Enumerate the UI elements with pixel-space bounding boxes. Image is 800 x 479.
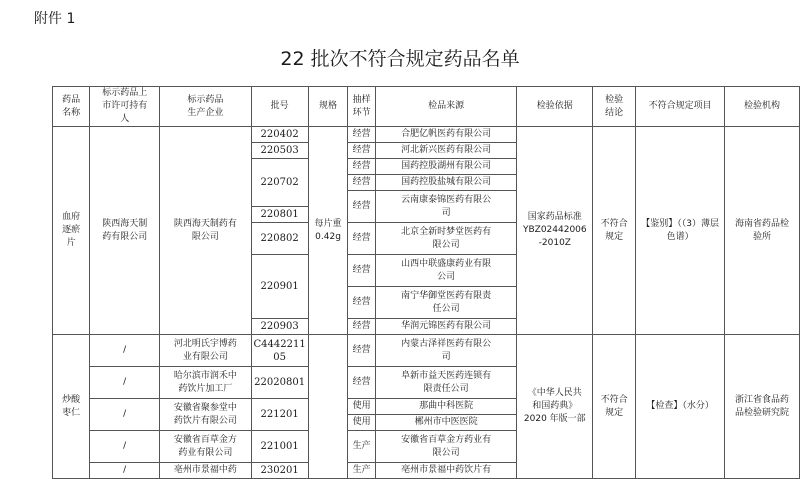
stage-cell: 经营 bbox=[348, 127, 376, 143]
maker-cell: 河北明氏宇博药 业有限公司 bbox=[160, 335, 251, 367]
batch-cell: 221001 bbox=[251, 431, 308, 463]
header-cell: 不符合规定项目 bbox=[636, 87, 725, 127]
source-cell: 华润元锦医药有限公司 bbox=[375, 319, 517, 335]
header-cell: 药品 名称 bbox=[53, 87, 90, 127]
spec-cell: 每片重 0.42g bbox=[308, 127, 348, 335]
stage-cell: 使用 bbox=[348, 415, 376, 431]
stage-cell: 使用 bbox=[348, 399, 376, 415]
batch-cell: 220702 bbox=[251, 159, 308, 207]
batch-cell: 220801 bbox=[251, 207, 308, 223]
maker-cell: 陕西海天制药有 限公司 bbox=[160, 127, 251, 335]
basis-cell: 《中华人民共 和国药典》 2020 年版一部 bbox=[517, 335, 593, 479]
source-cell: 合肥亿帆医药有限公司 bbox=[375, 127, 517, 143]
conclusion-cell: 不符合 规定 bbox=[593, 335, 636, 479]
maker-cell: 安徽省百草金方 药业有限公司 bbox=[160, 431, 251, 463]
maker-cell: 哈尔滨市润禾中 药饮片加工厂 bbox=[160, 367, 251, 399]
maker-cell: 亳州市景福中药 bbox=[160, 463, 251, 479]
header-cell: 标示药品 生产企业 bbox=[160, 87, 251, 127]
source-cell: 亳州市景福中药饮片有 bbox=[375, 463, 517, 479]
item-cell: 【检查】（水分） bbox=[636, 335, 725, 479]
batch-cell: 220903 bbox=[251, 319, 308, 335]
holder-cell: / bbox=[90, 431, 160, 463]
batch-cell: 220901 bbox=[251, 255, 308, 319]
stage-cell: 经营 bbox=[348, 191, 376, 223]
spec-cell bbox=[308, 335, 348, 479]
source-cell: 安徽省百草金方药业有 限公司 bbox=[375, 431, 517, 463]
institute-cell: 浙江省食品药 品检验研究院 bbox=[725, 335, 800, 479]
header-cell: 检验机构 bbox=[725, 87, 800, 127]
stage-cell: 经营 bbox=[348, 319, 376, 335]
holder-cell: / bbox=[90, 335, 160, 367]
header-cell: 规格 bbox=[308, 87, 348, 127]
header-cell: 检验依据 bbox=[517, 87, 593, 127]
batch-cell: C4442211 05 bbox=[251, 335, 308, 367]
page-title: 22 批次不符合规定药品名单 bbox=[280, 48, 520, 70]
stage-cell: 经营 bbox=[348, 335, 376, 367]
header-cell: 检品来源 bbox=[375, 87, 517, 127]
header-cell: 标示药品上 市许可持有 人 bbox=[90, 87, 160, 127]
batch-cell: 22020801 bbox=[251, 367, 308, 399]
stage-cell: 经营 bbox=[348, 255, 376, 287]
source-cell: 国药控股湖州有限公司 bbox=[375, 159, 517, 175]
stage-cell: 经营 bbox=[348, 287, 376, 319]
stage-cell: 生产 bbox=[348, 463, 376, 479]
source-cell: 国药控股盐城有限公司 bbox=[375, 175, 517, 191]
basis-cell: 国家药品标准 YBZ02442006 -2010Z bbox=[517, 127, 593, 335]
header-cell: 检验 结论 bbox=[593, 87, 636, 127]
holder-cell: 陕西海天制 药有限公司 bbox=[90, 127, 160, 335]
source-cell: 那曲中科医院 bbox=[375, 399, 517, 415]
source-cell: 内蒙古泽祥医药有限公 司 bbox=[375, 335, 517, 367]
holder-cell: / bbox=[90, 463, 160, 479]
source-cell: 河北新兴医药有限公司 bbox=[375, 143, 517, 159]
stage-cell: 经营 bbox=[348, 175, 376, 191]
batch-cell: 220802 bbox=[251, 223, 308, 255]
source-cell: 南宁华御堂医药有限责 任公司 bbox=[375, 287, 517, 319]
source-cell: 山西中联盛康药业有限 公司 bbox=[375, 255, 517, 287]
stage-cell: 生产 bbox=[348, 431, 376, 463]
header-cell: 抽样 环节 bbox=[348, 87, 376, 127]
stage-cell: 经营 bbox=[348, 223, 376, 255]
table-row bbox=[53, 335, 800, 367]
batch-cell: 220503 bbox=[251, 143, 308, 159]
header-cell: 批号 bbox=[251, 87, 308, 127]
stage-cell: 经营 bbox=[348, 143, 376, 159]
source-cell: 郴州市中医医院 bbox=[375, 415, 517, 431]
stage-cell: 经营 bbox=[348, 159, 376, 175]
source-cell: 阜新市益天医药连锁有 限责任公司 bbox=[375, 367, 517, 399]
conclusion-cell: 不符合 规定 bbox=[593, 127, 636, 335]
drug-name-cell: 血府 逐瘀 片 bbox=[53, 127, 90, 335]
holder-cell: / bbox=[90, 399, 160, 431]
drug-table bbox=[52, 86, 800, 479]
attachment-label: 附件 1 bbox=[34, 11, 76, 27]
institute-cell: 海南省药品检 验所 bbox=[725, 127, 800, 335]
batch-cell: 230201 bbox=[251, 463, 308, 479]
batch-cell: 220402 bbox=[251, 127, 308, 143]
source-cell: 云南康泰锦医药有限公 司 bbox=[375, 191, 517, 223]
table-row bbox=[53, 127, 800, 143]
stage-cell: 经营 bbox=[348, 367, 376, 399]
maker-cell: 安徽省聚参堂中 药饮片有限公司 bbox=[160, 399, 251, 431]
holder-cell: / bbox=[90, 367, 160, 399]
table-header-row bbox=[53, 87, 800, 127]
source-cell: 北京全新时梦堂医药有 限公司 bbox=[375, 223, 517, 255]
item-cell: 【鉴别】（（3）薄层 色谱） bbox=[636, 127, 725, 335]
drug-name-cell: 炒酸 枣仁 bbox=[53, 335, 90, 479]
batch-cell: 221201 bbox=[251, 399, 308, 431]
